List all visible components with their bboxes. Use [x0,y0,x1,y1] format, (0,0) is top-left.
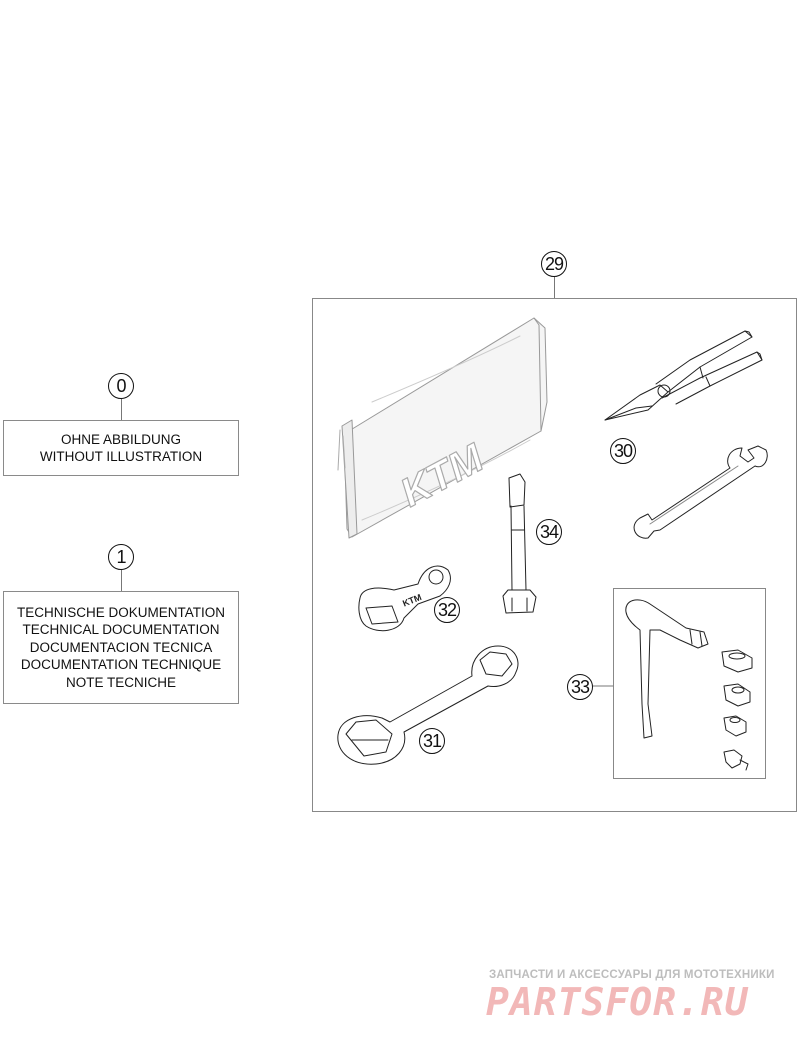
spoke-wrench-icon[interactable] [359,566,451,631]
pliers-icon[interactable] [605,331,762,420]
callout-1[interactable]: 1 [108,544,134,570]
box1-line3: DOCUMENTACION TECNICA [29,639,213,655]
box1-line4: DOCUMENTATION TECHNIQUE [20,657,222,673]
box1-line2: TECHNICAL DOCUMENTATION [22,622,220,638]
box0-line2: WITHOUT ILLUSTRATION [39,449,203,464]
box1-line1: TECHNISCHE DOKUMENTATION [16,604,225,620]
callout-32[interactable]: 32 [434,597,460,623]
callout-0[interactable]: 0 [108,373,134,399]
hex-socket-tool-icon[interactable] [503,474,536,613]
callout-30[interactable]: 30 [610,438,636,464]
t-handle-hex-key-icon[interactable] [626,600,708,738]
callout-29[interactable]: 29 [541,251,567,277]
svg-text:KTM: KTM [401,591,423,609]
callout-33[interactable]: 33 [567,674,593,700]
watermark-tagline: ЗАПЧАСТИ И АКСЕССУАРЫ ДЛЯ МОТОТЕХНИКИ [489,969,775,981]
watermark-brand: PARTSFOR.RU [486,980,749,1024]
bag-logo: KTM [393,435,491,516]
callout-31[interactable]: 31 [419,728,445,754]
box1-line5: NOTE TECNICHE [65,674,176,690]
callout-34[interactable]: 34 [536,519,562,545]
box0-line1: OHNE ABBILDUNG [60,431,182,447]
open-end-wrench-icon[interactable] [634,446,767,538]
socket-icon[interactable] [722,650,752,770]
